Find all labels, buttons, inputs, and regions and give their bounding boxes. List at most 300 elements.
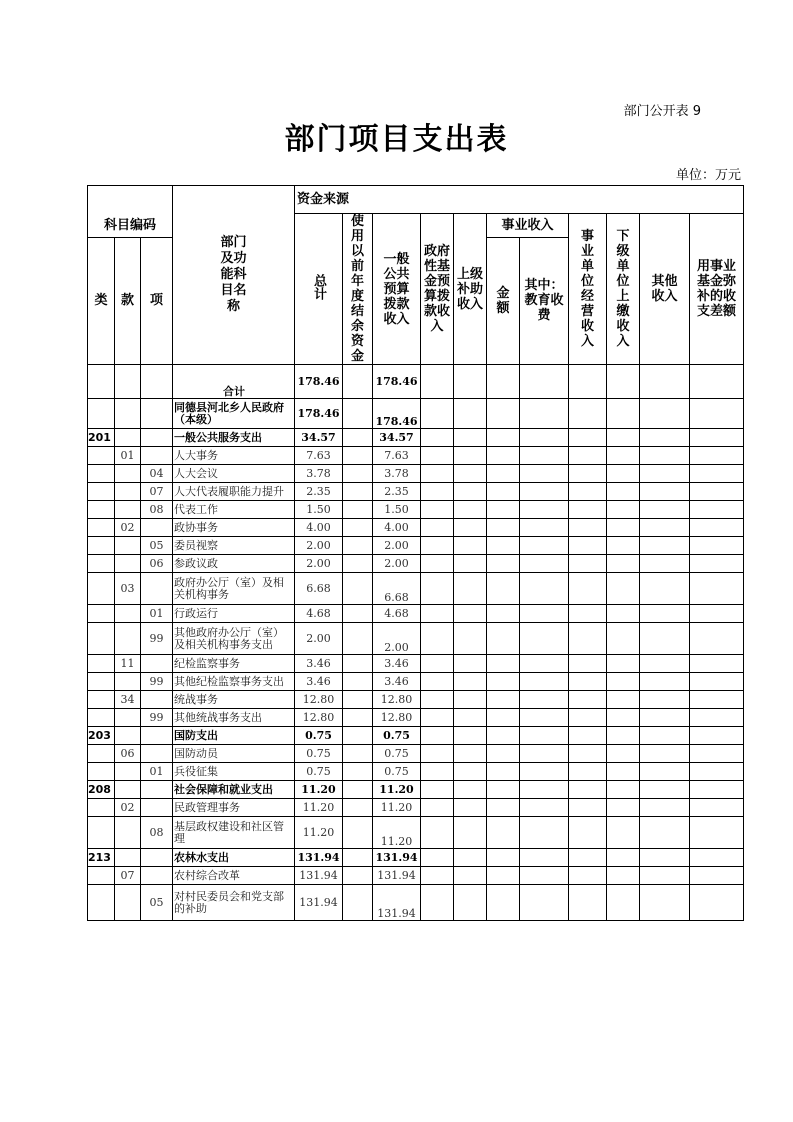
cell-xiang: 99 [141,623,173,655]
cell-upper [454,483,487,501]
cell-name: 委员视察 [173,537,295,555]
cell-biz [569,365,607,399]
cell-deficit [690,573,744,605]
cell-xiang [141,365,173,399]
cell-deficit [690,799,744,817]
cell-kuan: 06 [115,745,141,763]
cell-gov [421,727,454,745]
table-row [88,673,744,691]
cell-name: 代表工作 [173,501,295,519]
cell-name: 一般公共服务支出 [173,429,295,447]
cell-xiang: 99 [141,673,173,691]
cell-edu [520,849,569,867]
cell-lei [88,867,115,885]
cell-carry [343,623,373,655]
cell-deficit [690,849,744,867]
cell-upper [454,727,487,745]
cell-carry [343,399,373,429]
cell-name: 人大代表履职能力提升 [173,483,295,501]
cell-total: 3.78 [295,465,343,483]
cell-carry [343,781,373,799]
cell-name: 人大会议 [173,465,295,483]
cell-amount [487,817,520,849]
cell-amount [487,691,520,709]
cell-kuan [115,849,141,867]
cell-amount [487,429,520,447]
cell-name: 纪检监察事务 [173,655,295,673]
cell-other [640,429,690,447]
cell-biz [569,465,607,483]
cell-amount [487,573,520,605]
cell-carry [343,867,373,885]
cell-other [640,537,690,555]
cell-edu [520,763,569,781]
cell-deficit [690,673,744,691]
cell-biz [569,483,607,501]
cell-edu [520,885,569,921]
cell-upper [454,365,487,399]
cell-lei [88,555,115,573]
cell-xiang: 08 [141,817,173,849]
cell-deficit [690,655,744,673]
cell-lei [88,399,115,429]
cell-lei [88,623,115,655]
cell-amount [487,727,520,745]
cell-name: 农村综合改革 [173,867,295,885]
cell-carry [343,483,373,501]
cell-deficit [690,555,744,573]
cell-kuan [115,501,141,519]
cell-kuan: 03 [115,573,141,605]
cell-kuan [115,885,141,921]
cell-general: 1.50 [373,501,421,519]
cell-gov [421,817,454,849]
cell-biz [569,781,607,799]
cell-xiang [141,447,173,465]
cell-deficit [690,519,744,537]
cell-deficit [690,885,744,921]
cell-name: 统战事务 [173,691,295,709]
cell-other [640,519,690,537]
cell-general: 3.78 [373,465,421,483]
cell-other [640,605,690,623]
cell-carry [343,501,373,519]
cell-xiang: 99 [141,709,173,727]
cell-deficit [690,483,744,501]
cell-upper [454,623,487,655]
table-row [88,465,744,483]
cell-kuan [115,483,141,501]
cell-xiang: 01 [141,763,173,781]
cell-xiang [141,745,173,763]
cell-gov [421,673,454,691]
cell-lei [88,763,115,781]
cell-deficit [690,867,744,885]
table-row [88,447,744,465]
cell-general: 11.20 [373,781,421,799]
cell-edu [520,727,569,745]
cell-other [640,691,690,709]
cell-upper [454,555,487,573]
header-other-income: 其他收入 [640,214,690,365]
cell-total: 2.00 [295,555,343,573]
cell-general: 6.68 [373,573,421,605]
cell-general: 0.75 [373,745,421,763]
cell-biz [569,519,607,537]
cell-edu [520,365,569,399]
cell-amount [487,555,520,573]
header-lei: 类 [88,237,115,364]
cell-lei [88,655,115,673]
cell-amount [487,623,520,655]
cell-biz [569,885,607,921]
cell-kuan [115,727,141,745]
cell-kuan [115,709,141,727]
header-general-budget: 一般公共预算拨款收入 [373,214,421,365]
table-row [88,655,744,673]
cell-name: 同德县河北乡人民政府（本级） [173,399,295,429]
cell-amount [487,799,520,817]
cell-lower [607,885,640,921]
header-fund-source: 资金来源 [295,186,744,214]
cell-upper [454,573,487,605]
cell-xiang: 05 [141,885,173,921]
cell-upper [454,447,487,465]
cell-lower [607,573,640,605]
cell-xiang [141,727,173,745]
cell-edu [520,483,569,501]
header-amount: 金额 [487,237,520,364]
cell-name: 其他统战事务支出 [173,709,295,727]
cell-name: 合计 [173,365,295,399]
cell-amount [487,885,520,921]
cell-edu [520,465,569,483]
cell-biz [569,623,607,655]
cell-upper [454,465,487,483]
cell-biz [569,501,607,519]
cell-edu [520,781,569,799]
header-gov-fund: 政府性基金预算拨款收入 [421,214,454,365]
cell-deficit [690,781,744,799]
cell-total: 0.75 [295,745,343,763]
cell-edu [520,867,569,885]
cell-lower [607,763,640,781]
cell-lei [88,501,115,519]
header-edu-fee: 其中：教育收费 [520,237,569,364]
cell-total: 11.20 [295,781,343,799]
cell-other [640,655,690,673]
cell-lei [88,537,115,555]
cell-deficit [690,817,744,849]
cell-amount [487,849,520,867]
header-code: 科目编码 [88,186,173,238]
cell-general: 131.94 [373,867,421,885]
cell-other [640,623,690,655]
cell-other [640,849,690,867]
cell-edu [520,709,569,727]
cell-total: 2.35 [295,483,343,501]
header-fund-deficit: 用事业基金弥补的收支差额 [690,214,744,365]
cell-other [640,573,690,605]
cell-kuan [115,537,141,555]
cell-other [640,709,690,727]
cell-upper [454,537,487,555]
cell-other [640,799,690,817]
cell-edu [520,605,569,623]
header-kuan: 款 [115,237,141,364]
cell-xiang [141,691,173,709]
cell-other [640,763,690,781]
cell-edu [520,655,569,673]
header-lower-turnover: 下级单位上缴收入 [607,214,640,365]
cell-total: 178.46 [295,365,343,399]
cell-amount [487,483,520,501]
header-dept-name: 部门及功能科目名称 [173,186,295,365]
cell-xiang: 01 [141,605,173,623]
cell-gov [421,781,454,799]
cell-gov [421,605,454,623]
table-row [88,365,744,399]
cell-general: 12.80 [373,691,421,709]
cell-biz [569,849,607,867]
cell-carry [343,605,373,623]
cell-upper [454,673,487,691]
cell-name: 政协事务 [173,519,295,537]
cell-edu [520,519,569,537]
table-row [88,429,744,447]
cell-edu [520,501,569,519]
cell-kuan [115,555,141,573]
cell-lei [88,483,115,501]
cell-amount [487,745,520,763]
table-row [88,501,744,519]
cell-deficit [690,429,744,447]
cell-general: 3.46 [373,673,421,691]
cell-other [640,399,690,429]
cell-lei [88,799,115,817]
cell-total: 2.00 [295,623,343,655]
cell-kuan: 11 [115,655,141,673]
cell-lower [607,673,640,691]
cell-kuan [115,817,141,849]
table-row [88,483,744,501]
cell-edu [520,429,569,447]
cell-gov [421,745,454,763]
cell-edu [520,573,569,605]
cell-carry [343,655,373,673]
cell-upper [454,429,487,447]
cell-lei: 201 [88,429,115,447]
cell-general: 131.94 [373,849,421,867]
cell-upper [454,519,487,537]
cell-carry [343,573,373,605]
cell-other [640,673,690,691]
cell-xiang [141,799,173,817]
cell-total: 0.75 [295,727,343,745]
cell-lower [607,483,640,501]
cell-kuan: 34 [115,691,141,709]
cell-deficit [690,447,744,465]
cell-carry [343,691,373,709]
cell-lower [607,447,640,465]
cell-amount [487,867,520,885]
cell-xiang [141,781,173,799]
header-total: 总计 [295,214,343,365]
cell-gov [421,709,454,727]
cell-amount [487,399,520,429]
project-expenditure-table [87,185,744,921]
cell-name: 政府办公厅（室）及相关机构事务 [173,573,295,605]
cell-gov [421,885,454,921]
cell-lower [607,727,640,745]
cell-gov [421,465,454,483]
cell-edu [520,399,569,429]
cell-total: 6.68 [295,573,343,605]
cell-gov [421,555,454,573]
cell-edu [520,745,569,763]
cell-deficit [690,745,744,763]
cell-xiang [141,519,173,537]
cell-biz [569,745,607,763]
cell-biz [569,447,607,465]
cell-general: 178.46 [373,365,421,399]
cell-lower [607,709,640,727]
cell-carry [343,745,373,763]
table-row [88,691,744,709]
cell-edu [520,623,569,655]
cell-other [640,501,690,519]
cell-edu [520,537,569,555]
cell-name: 国防支出 [173,727,295,745]
cell-other [640,465,690,483]
cell-total: 11.20 [295,817,343,849]
cell-other [640,745,690,763]
cell-kuan [115,429,141,447]
cell-edu [520,447,569,465]
cell-kuan: 07 [115,867,141,885]
table-row [88,745,744,763]
cell-lei [88,817,115,849]
cell-edu [520,555,569,573]
cell-deficit [690,605,744,623]
table-row [88,519,744,537]
cell-carry [343,537,373,555]
table-row [88,555,744,573]
page-title: 部门项目支出表 [284,122,509,157]
cell-other [640,817,690,849]
cell-biz [569,867,607,885]
cell-carry [343,817,373,849]
cell-total: 3.46 [295,673,343,691]
header-carryover: 使用以前年度结余资金 [343,214,373,365]
cell-total: 7.63 [295,447,343,465]
cell-general: 7.63 [373,447,421,465]
cell-upper [454,885,487,921]
cell-edu [520,799,569,817]
cell-amount [487,655,520,673]
cell-edu [520,673,569,691]
cell-total: 4.68 [295,605,343,623]
cell-carry [343,849,373,867]
cell-name: 其他政府办公厅（室）及相关机构事务支出 [173,623,295,655]
header-upper-subsidy: 上级补助收入 [454,214,487,365]
cell-lei [88,709,115,727]
cell-carry [343,447,373,465]
cell-gov [421,429,454,447]
cell-general: 0.75 [373,727,421,745]
cell-xiang: 07 [141,483,173,501]
cell-lei [88,885,115,921]
cell-gov [421,447,454,465]
cell-gov [421,799,454,817]
cell-upper [454,781,487,799]
cell-deficit [690,365,744,399]
cell-xiang [141,867,173,885]
cell-xiang [141,849,173,867]
cell-other [640,885,690,921]
cell-total: 12.80 [295,709,343,727]
cell-kuan: 02 [115,799,141,817]
cell-total: 4.00 [295,519,343,537]
cell-edu [520,817,569,849]
cell-amount [487,465,520,483]
table-row [88,781,744,799]
cell-lower [607,519,640,537]
table-row [88,849,744,867]
cell-general: 2.35 [373,483,421,501]
cell-lei: 208 [88,781,115,799]
cell-xiang [141,573,173,605]
table-row [88,867,744,885]
cell-kuan [115,763,141,781]
cell-general: 11.20 [373,817,421,849]
cell-carry [343,763,373,781]
cell-deficit [690,399,744,429]
cell-upper [454,709,487,727]
cell-lower [607,465,640,483]
cell-total: 1.50 [295,501,343,519]
cell-total: 3.46 [295,655,343,673]
cell-biz [569,799,607,817]
cell-kuan: 02 [115,519,141,537]
cell-amount [487,763,520,781]
cell-deficit [690,465,744,483]
cell-gov [421,519,454,537]
cell-upper [454,655,487,673]
cell-biz [569,817,607,849]
cell-amount [487,447,520,465]
cell-name: 人大事务 [173,447,295,465]
cell-amount [487,781,520,799]
cell-lower [607,745,640,763]
unit-label: 单位：万元 [675,168,741,183]
cell-carry [343,519,373,537]
cell-deficit [690,537,744,555]
cell-amount [487,519,520,537]
cell-lower [607,849,640,867]
cell-kuan [115,781,141,799]
header-business-income: 事业收入 [487,214,569,238]
header-xiang: 项 [141,237,173,364]
cell-lower [607,501,640,519]
cell-kuan [115,399,141,429]
table-row [88,727,744,745]
cell-lei [88,573,115,605]
cell-deficit [690,709,744,727]
cell-name: 民政管理事务 [173,799,295,817]
cell-general: 131.94 [373,885,421,921]
cell-biz [569,555,607,573]
